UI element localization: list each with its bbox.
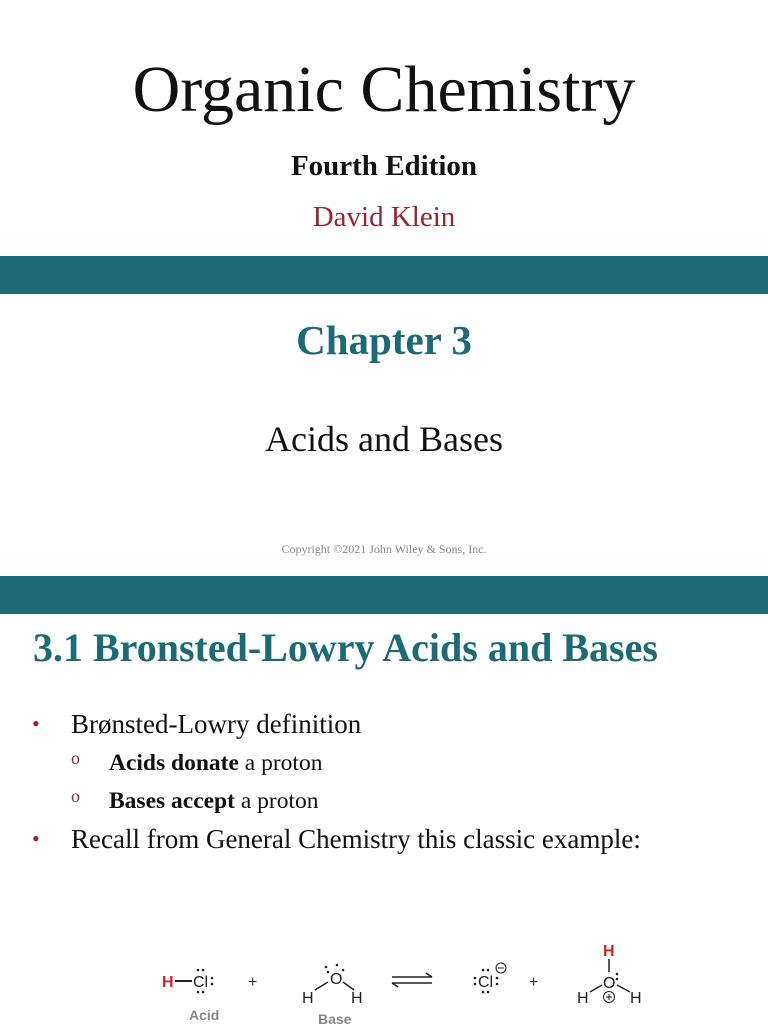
acid-base-reaction-diagram [130, 930, 670, 1024]
hydrogen-atom: H [603, 943, 615, 960]
slide-divider [0, 256, 768, 294]
plus-sign: + [529, 974, 539, 991]
chlorine-atom: Cl [193, 974, 209, 991]
slide-divider [0, 576, 768, 614]
bullet-marker: • [32, 711, 40, 736]
bold-term: Acids donate [109, 750, 239, 776]
sub-bullet-marker: o [71, 748, 80, 768]
hydrogen-atom: H [577, 990, 589, 1007]
bullet-marker: • [32, 826, 40, 851]
bullet-item: Brønsted-Lowry definition [71, 709, 362, 739]
bold-term: Bases accept [109, 788, 235, 814]
section-heading: 3.1 Bronsted-Lowry Acids and Bases [33, 625, 658, 670]
bullet-item: Recall from General Chemistry this classic example: [71, 824, 641, 854]
chloride-atom: Cl [478, 974, 494, 991]
equilibrium-arrow-icon [392, 973, 432, 987]
acid-label: Acid [189, 1007, 220, 1023]
oxygen-atom: O [603, 975, 616, 992]
author-name: David Klein [312, 201, 456, 233]
bullet-text: a proton [234, 788, 319, 814]
sub-bullet-item [109, 750, 322, 777]
sub-bullet-marker: o [71, 786, 80, 806]
copyright-notice: Copyright ©2021 John Wiley & Sons, Inc. [281, 542, 487, 556]
bullet-text: a proton [238, 750, 323, 776]
bond [315, 982, 328, 990]
plus-sign: + [248, 974, 258, 991]
chapter-subtitle: Acids and Bases [265, 419, 503, 459]
hydrogen-atom: H [351, 990, 363, 1007]
hydrogen-atom: H [630, 990, 642, 1007]
presentation-title: Organic Chemistry [132, 53, 636, 126]
hydrogen-atom: H [162, 974, 174, 991]
edition-label: Fourth Edition [290, 150, 478, 182]
base-label: Base [318, 1011, 352, 1024]
chapter-title: Chapter 3 [296, 317, 472, 363]
sub-bullet-item [109, 788, 319, 815]
hydrogen-atom: H [302, 990, 314, 1007]
oxygen-atom: O [330, 971, 343, 988]
bond [343, 982, 354, 990]
